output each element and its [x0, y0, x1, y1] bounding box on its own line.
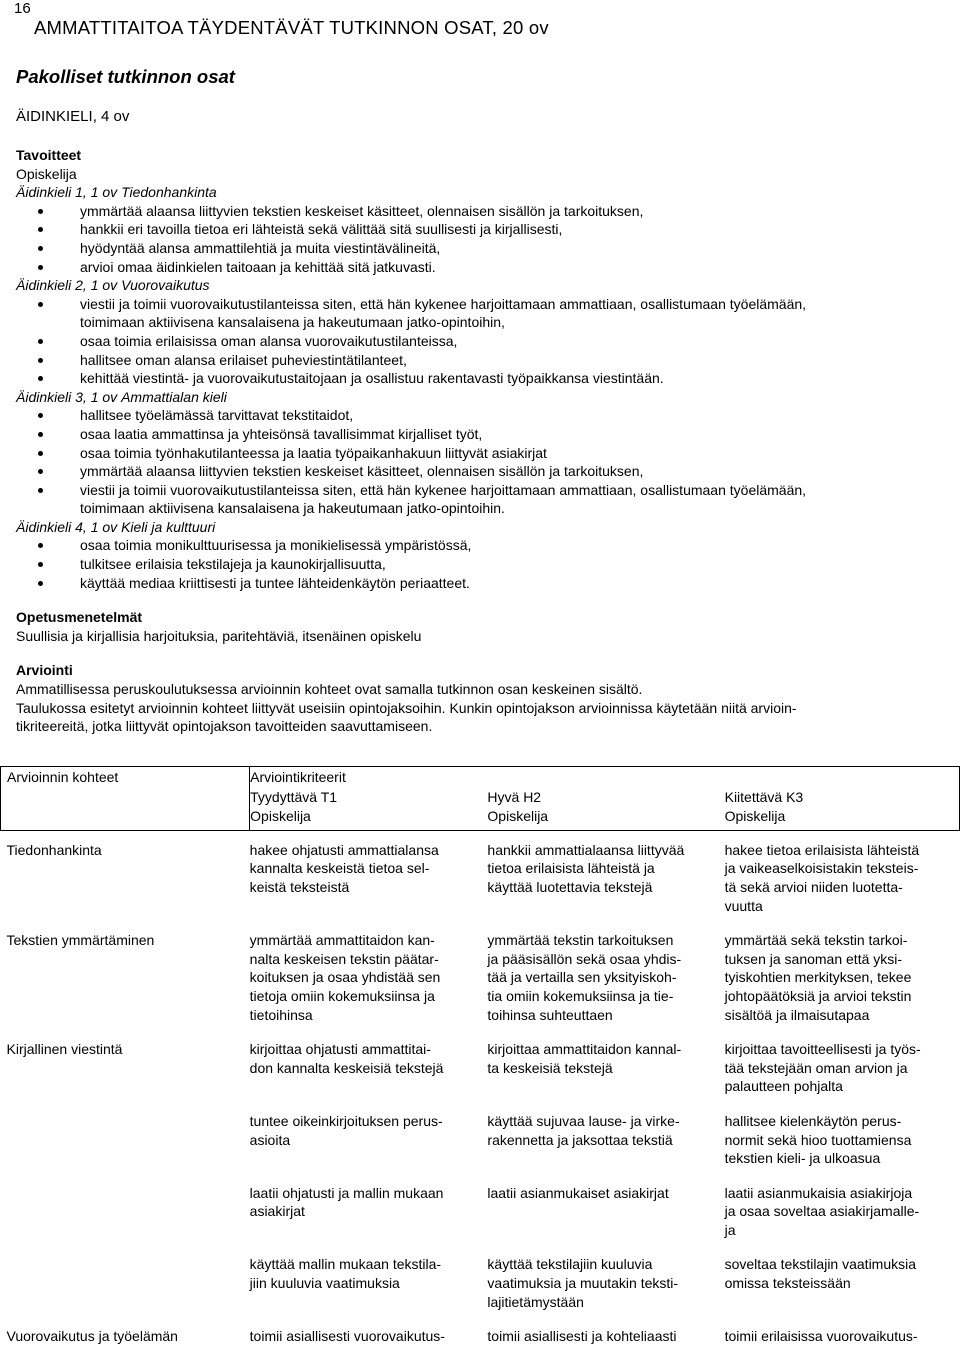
criteria-line: tää tekstejään oman arvion ja: [724, 1059, 908, 1076]
criteria-cell: [725, 1168, 960, 1240]
bullet-item-continued: toimimaan aktiivisena kansalaisena ja hakeutumaan jatko-opintoihin.: [80, 500, 505, 517]
level-header-cell: [725, 767, 960, 831]
criteria-line: omissa teksteissään: [724, 1275, 851, 1292]
criteria-line: kirjoittaa ammattitaidon kannal-: [487, 1041, 682, 1058]
criteria-cell: [250, 1239, 488, 1311]
module-number: Äidinkieli 1, 1 ov: [16, 184, 118, 201]
bullet-item-continued: toimimaan aktiivisena kansalaisena ja hakeutumaan jatko-opintoihin,: [80, 314, 505, 331]
bullet-item: viestii ja toimii vuorovaikutustilanteissa siten, että hän kykenee harjoittamaan ammattiaan, osallistumaan työelämään,: [16, 295, 946, 314]
module-number: Äidinkieli 2, 1 ov: [16, 277, 118, 294]
criteria-cell: [725, 1024, 960, 1096]
criteria-line: tyiskohtien merkityksen, tekee: [724, 969, 912, 986]
criteria-line: ta keskeisiä tekstejä: [487, 1059, 613, 1076]
criteria-line: vaatimuksia ja muutakin teksti-: [487, 1275, 679, 1292]
level-student: Opiskelija: [487, 808, 549, 825]
criteria-line: lajitietämystään: [487, 1293, 584, 1310]
criteria-cell: [725, 1239, 960, 1311]
criteria-cell: [725, 1311, 960, 1346]
module-name: Kieli ja kulttuuri: [121, 518, 216, 535]
criteria-line: asioita: [249, 1131, 291, 1148]
criteria-line: tia omiin kokemuksiinsa ja tie-: [487, 987, 674, 1004]
main-heading: AMMATTITAITOA TÄYDENTÄVÄT TUTKINNON OSAT, 20 ov: [34, 17, 549, 38]
table-row: [1, 830, 960, 915]
bullet-item: ymmärtää alaansa liittyvien tekstien keskeiset käsitteet, olennaisen sisällön ja tarkoituksen,: [16, 462, 946, 481]
criteria-line: käyttää luotettavia tekstejä: [487, 878, 653, 895]
subheading: Pakolliset tutkinnon osat: [16, 66, 235, 87]
criteria-cell: [725, 915, 960, 1024]
module-name: Vuorovaikutus: [121, 277, 210, 294]
criteria-cell: [250, 830, 488, 915]
table-row: [1, 1024, 960, 1096]
criteria-cell: [487, 1024, 724, 1096]
module-name: Tiedonhankinta: [121, 184, 217, 201]
bullet-item: osaa laatia ammattinsa ja yhteisönsä tavallisimmat kirjalliset työt,: [16, 425, 946, 444]
bullet-item: ymmärtää alaansa liittyvien tekstien keskeiset käsitteet, olennaisen sisällön ja tarkoituksen,: [16, 202, 946, 221]
module-heading: [16, 388, 946, 407]
criteria-line: toimii asiallisesti vuorovaikutus-: [249, 1328, 445, 1345]
criteria-line: tietoa erilaisista lähteistä ja: [487, 860, 655, 877]
assessment-target: [1, 1239, 250, 1311]
module-number: Äidinkieli 4, 1 ov: [16, 518, 118, 535]
criteria-header-cell: [250, 767, 488, 831]
criteria-line: kirjoittaa tavoitteellisesti ja työs-: [724, 1041, 921, 1058]
assessment-line: Ammatillisessa peruskoulutuksessa arvioinnin kohteet ovat samalla tutkinnon osan keskeinen sisältö.: [16, 681, 643, 698]
criteria-line: hakee tietoa erilaisista lähteistä: [724, 841, 920, 858]
assessment-line: tikriteereitä, jotka liittyvät opintojakson tavoitteiden saavuttamiseen.: [16, 718, 433, 735]
criteria-cell: [487, 1096, 724, 1168]
criteria-cell: [250, 915, 488, 1024]
level-student: Opiskelija: [250, 808, 311, 825]
criteria-line: hakee ohjatusti ammattialansa: [249, 841, 439, 858]
level-name: Hyvä H2: [487, 788, 542, 805]
criteria-line: ymmärtää ammattitaidon kan-: [249, 932, 435, 949]
table-row: [1, 1311, 960, 1346]
assessment-target: Kirjallinen viestintä: [6, 1041, 123, 1058]
criteria-line: kannalta keskeistä tietoa sel-: [249, 860, 430, 877]
bullet-item: arvioi omaa äidinkielen taitoaan ja kehittää sitä jatkuvasti.: [16, 258, 946, 277]
methods-title: Opetusmenetelmät: [16, 609, 143, 626]
criteria-line: jiin kuuluvia vaatimuksia: [249, 1275, 400, 1292]
criteria-line: hankkii ammattialaansa liittyvää: [487, 841, 685, 858]
criteria-cell: [250, 1096, 488, 1168]
criteria-line: soveltaa tekstilajin vaatimuksia: [724, 1256, 917, 1273]
criteria-line: sisältöä ja ilmaisutapaa: [724, 1006, 870, 1023]
criteria-line: tietoja omiin kokemuksiinsa ja: [249, 987, 435, 1004]
criteria-line: tuntee oikeinkirjoituksen perus-: [249, 1112, 443, 1129]
assessment-line: Taulukossa esitetyt arvioinnin kohteet liittyvät useisiin opintojaksoihin. Kunkin opintojakson arvioinnissa käytetään niitä arvioin-: [16, 699, 797, 716]
table-body: [1, 830, 960, 1346]
criteria-line: kirjoittaa ohjatusti ammattitai-: [249, 1041, 431, 1058]
assessment-target: Tiedonhankinta: [6, 841, 102, 858]
criteria-line: ja pääsisällön sekä osaa yhdis-: [487, 950, 682, 967]
table-header-row: [1, 767, 960, 831]
table-row: [1, 1096, 960, 1168]
assessment-target: Tekstien ymmärtäminen: [6, 932, 155, 949]
bullet-item: kehittää viestintä- ja vuorovaikutustaitojaan ja osallistuu rakentavasti työpaikkansa viestintään.: [16, 369, 946, 388]
criteria-line: käyttää tekstilajiin kuuluvia: [487, 1256, 653, 1273]
bullet-item: käyttää mediaa kriittisesti ja tuntee lähteidenkäytön periaatteet.: [16, 574, 946, 593]
criteria-line: tekstien kieli- ja ulkoasua: [724, 1150, 881, 1167]
criteria-line: normit sekä hioo tuottamiensa: [724, 1131, 912, 1148]
level-name: Tyydyttävä T1: [250, 788, 338, 805]
criteria-line: tää ja vertailla sen yksityiskoh-: [487, 969, 677, 986]
criteria-cell: [487, 1168, 724, 1240]
criteria-line: keistä teksteistä: [249, 878, 350, 895]
goals-title: Tavoitteet: [16, 147, 82, 163]
criteria-line: tuksen ja sanoman että yksi-: [724, 950, 903, 967]
assessment-target: [1, 1168, 250, 1240]
module-heading: [16, 518, 946, 537]
criteria-line: tietoihinsa: [249, 1006, 313, 1023]
criteria-line: ymmärtää sekä tekstin tarkoi-: [724, 932, 908, 949]
criteria-line: toimii erilaisissa vuorovaikutus-: [724, 1328, 918, 1345]
targets-header: Arvioinnin kohteet: [1, 767, 250, 831]
criteria-line: ja: [724, 1221, 736, 1238]
module-heading: [16, 276, 946, 295]
table-row: [1, 1168, 960, 1240]
criteria-cell: [725, 1096, 960, 1168]
bullet-item: osaa toimia monikulttuurisessa ja monikielisessä ympäristössä,: [16, 536, 946, 555]
goals-student: Opiskelija: [16, 165, 77, 182]
assessment-target: Vuorovaikutus ja työelämän: [6, 1328, 178, 1345]
bullet-item: osaa toimia työnhakutilanteessa ja laatia työpaikanhakuun liittyvät asiakirjat: [16, 444, 946, 463]
table-row: [1, 1239, 960, 1311]
criteria-line: ja vaikeaselkoisistakin teksteis-: [724, 860, 919, 877]
course-heading: ÄIDINKIELI, 4 ov: [16, 108, 130, 125]
criteria-line: toihinsa suhteuttaen: [487, 1006, 613, 1023]
bullet-item: hyödyntää alansa ammattilehtiä ja muita viestintävälineitä,: [16, 239, 946, 258]
table-row: [1, 915, 960, 1024]
criteria-cell: [487, 1239, 724, 1311]
bullet-item: hallitsee oman alansa erilaiset puheviestintätilanteet,: [16, 351, 946, 370]
criteria-header: Arviointikriteerit: [250, 769, 346, 785]
assessment-title: Arviointi: [16, 662, 73, 679]
level-student: Opiskelija: [724, 808, 786, 825]
assessment-target: [1, 1096, 250, 1168]
criteria-cell: [250, 1168, 488, 1240]
criteria-cell: [487, 915, 724, 1024]
bullet-item: hallitsee työelämässä tarvittavat tekstitaidot,: [16, 406, 946, 425]
criteria-line: hallitsee kielenkäytön perus-: [724, 1112, 902, 1129]
criteria-line: vuutta: [724, 897, 763, 914]
criteria-line: ja osaa soveltaa asiakirjamalle-: [724, 1203, 920, 1220]
criteria-cell: [487, 830, 724, 915]
criteria-line: laatii asianmukaisia asiakirjoja: [724, 1184, 913, 1201]
module-number: Äidinkieli 3, 1 ov: [16, 388, 118, 405]
assessment-table: [0, 766, 960, 1346]
bullet-item: viestii ja toimii vuorovaikutustilanteissa siten, että hän kykenee harjoittamaan ammattiaan, osallistumaan työelämään,: [16, 481, 946, 500]
module-heading: [16, 183, 946, 202]
criteria-cell: [725, 830, 960, 915]
criteria-line: tä sekä arvioi niiden luotetta-: [724, 878, 903, 895]
document-body: [16, 146, 946, 736]
criteria-line: nalta keskeisen tekstin päätar-: [249, 950, 439, 967]
criteria-line: don kannalta keskeisiä tekstejä: [249, 1059, 444, 1076]
bullet-item: hankkii eri tavoilla tietoa eri lähteistä sekä välittää sitä suullisesti ja kirjallisesti,: [16, 220, 946, 239]
module-name: Ammattialan kieli: [121, 388, 227, 405]
level-name: Kiitettävä K3: [724, 788, 804, 805]
criteria-line: asiakirjat: [249, 1203, 305, 1220]
criteria-line: laatii ohjatusti ja mallin mukaan: [249, 1184, 444, 1201]
goals-modules: [16, 183, 946, 592]
methods-text: Suullisia ja kirjallisia harjoituksia, paritehtäviä, itsenäinen opiskelu: [16, 627, 422, 644]
criteria-line: käyttää mallin mukaan tekstila-: [249, 1256, 442, 1273]
criteria-line: käyttää sujuvaa lause- ja virke-: [487, 1112, 680, 1129]
criteria-cell: [487, 1311, 724, 1346]
bullet-item: osaa toimia erilaisissa oman alansa vuorovaikutustilanteissa,: [16, 332, 946, 351]
criteria-line: toimii asiallisesti ja kohteliaasti: [487, 1328, 677, 1345]
bullet-item: tulkitsee erilaisia tekstilajeja ja kaunokirjallisuutta,: [16, 555, 946, 574]
criteria-line: koituksen ja osaa yhdistää sen: [249, 969, 441, 986]
criteria-line: ymmärtää tekstin tarkoituksen: [487, 932, 674, 949]
level-header-cell: [487, 767, 724, 831]
criteria-line: johtopäätöksiä ja arvioi tekstin: [724, 987, 912, 1004]
criteria-cell: [250, 1311, 488, 1346]
criteria-line: laatii asianmukaiset asiakirjat: [487, 1184, 669, 1201]
page-number: 16: [14, 0, 31, 17]
criteria-line: palautteen pohjalta: [724, 1078, 843, 1095]
criteria-line: rakennetta ja jaksottaa tekstiä: [487, 1131, 673, 1148]
criteria-cell: [250, 1024, 488, 1096]
